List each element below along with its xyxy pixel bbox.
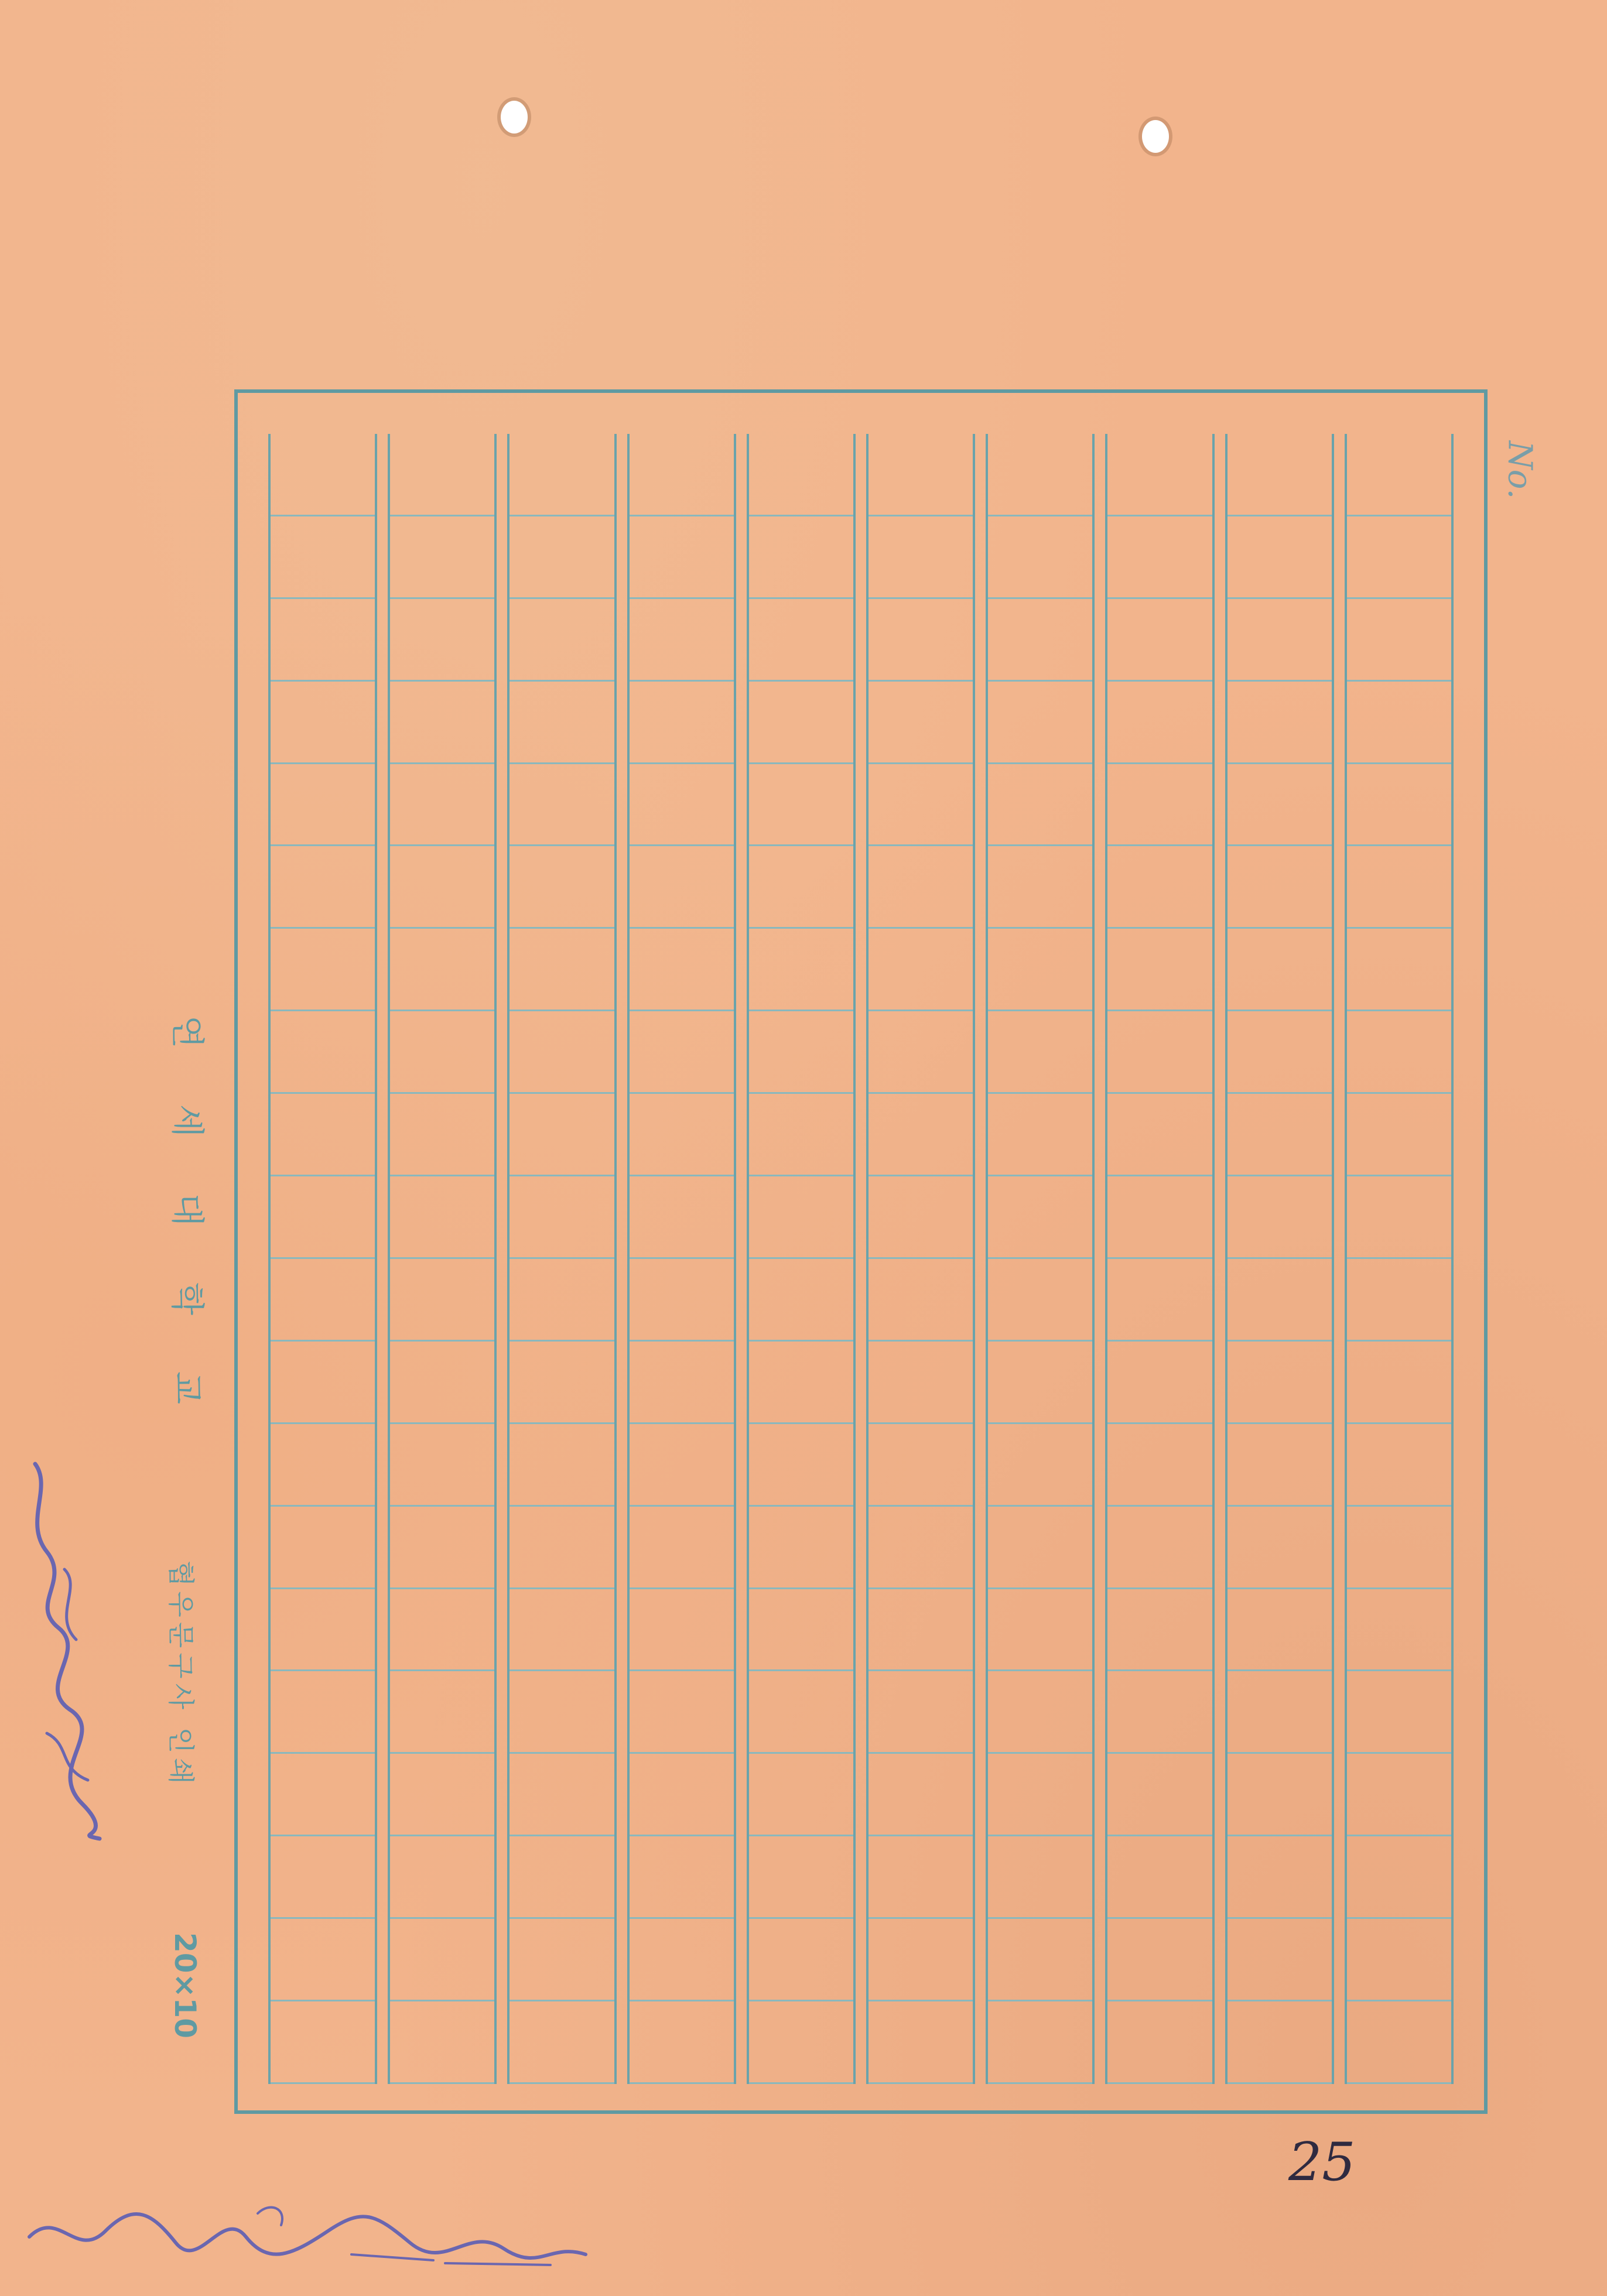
grid-cell <box>869 1671 973 1754</box>
grid-cell <box>1347 1754 1451 1836</box>
grid-cell <box>1107 1011 1212 1094</box>
grid-cell <box>510 1507 614 1589</box>
grid-cell <box>1228 1671 1332 1754</box>
grid-cell <box>630 764 734 847</box>
grid-cell <box>1107 1259 1212 1342</box>
grid-cell <box>1347 682 1451 764</box>
grid-cell <box>988 1836 1092 1919</box>
grid-cell <box>988 1589 1092 1672</box>
grid-cell <box>630 846 734 929</box>
grid-cell <box>749 2001 853 2084</box>
grid-cell <box>390 1176 494 1259</box>
grid-cell <box>510 1836 614 1919</box>
grid-column <box>866 434 975 2084</box>
grid-cell <box>630 1094 734 1176</box>
grid-cell <box>510 1176 614 1259</box>
grid-cell <box>1347 1259 1451 1342</box>
grid-cell <box>749 1424 853 1507</box>
grid-cell <box>271 846 375 929</box>
punch-hole <box>501 101 528 134</box>
grid-cell <box>988 1259 1092 1342</box>
grid-cell <box>510 1589 614 1672</box>
grid-cell <box>271 1424 375 1507</box>
grid-cell <box>1107 1754 1212 1836</box>
grid-column <box>1345 434 1454 2084</box>
grid-cell <box>510 846 614 929</box>
grid-cell <box>271 1919 375 2001</box>
grid-cell <box>1107 764 1212 847</box>
grid-cell <box>1107 1507 1212 1589</box>
grid-cell <box>1107 1342 1212 1424</box>
grid-cell <box>749 599 853 682</box>
side-label-char: 세 <box>167 1104 207 1138</box>
grid-cell <box>1107 682 1212 764</box>
grid-cell <box>630 516 734 599</box>
grid-cell <box>510 1919 614 2001</box>
grid-cell <box>1107 1176 1212 1259</box>
grid-cell <box>988 1424 1092 1507</box>
grid-column <box>1225 434 1334 2084</box>
grid-cell <box>271 1754 375 1836</box>
grid-cell <box>869 1342 973 1424</box>
grid-cell <box>1107 1671 1212 1754</box>
grid-cell <box>630 2001 734 2084</box>
grid-cell <box>271 1342 375 1424</box>
manuscript-grid-sheet <box>234 389 1488 2114</box>
grid-cell <box>1347 764 1451 847</box>
grid-cell <box>630 682 734 764</box>
grid-cell <box>1228 764 1332 847</box>
grid-cell <box>630 434 734 516</box>
grid-cell <box>390 2001 494 2084</box>
grid-cell <box>988 2001 1092 2084</box>
grid-cell <box>749 1176 853 1259</box>
grid-cell <box>510 1259 614 1342</box>
grid-cell <box>749 846 853 929</box>
grid-cell <box>271 1259 375 1342</box>
grid-cell <box>1107 1919 1212 2001</box>
grid-cell <box>271 516 375 599</box>
grid-cell <box>271 929 375 1011</box>
grid-cell <box>1347 1011 1451 1094</box>
grid-cell <box>390 1754 494 1836</box>
grid-column <box>747 434 856 2084</box>
grid-cell <box>390 599 494 682</box>
grid-cell <box>749 1507 853 1589</box>
grid-cell <box>510 1424 614 1507</box>
grid-cell <box>630 1671 734 1754</box>
grid-cell <box>1228 516 1332 599</box>
handwritten-page-number: 25 <box>1288 2131 1356 2193</box>
grid-cell <box>1107 1094 1212 1176</box>
grid-cell <box>988 1919 1092 2001</box>
grid-cell <box>1347 1836 1451 1919</box>
grid-cell <box>1228 1259 1332 1342</box>
grid-cell <box>390 1424 494 1507</box>
grid-cell <box>749 682 853 764</box>
grid-cell <box>271 2001 375 2084</box>
grid-cell <box>390 682 494 764</box>
grid-cell <box>271 1671 375 1754</box>
grid-cell <box>749 1094 853 1176</box>
grid-cell <box>510 764 614 847</box>
grid-column <box>388 434 497 2084</box>
grid-cell <box>988 434 1092 516</box>
grid-cell <box>1107 434 1212 516</box>
grid-cell <box>1107 2001 1212 2084</box>
grid-cell <box>869 764 973 847</box>
grid-cell <box>510 2001 614 2084</box>
grid-cell <box>1347 1919 1451 2001</box>
grid-cell <box>271 764 375 847</box>
grid-cell <box>390 1836 494 1919</box>
grid-cell <box>630 1836 734 1919</box>
grid-column <box>986 434 1095 2084</box>
grid-cell <box>749 1836 853 1919</box>
grid-cell <box>390 1094 494 1176</box>
grid-cell <box>869 1754 973 1836</box>
grid-cell <box>988 516 1092 599</box>
grid-cell <box>1228 1424 1332 1507</box>
grid-cell <box>749 1589 853 1672</box>
grid-cell <box>749 516 853 599</box>
grid-cell <box>1107 516 1212 599</box>
grid-cell <box>390 1589 494 1672</box>
grid-cell <box>1228 1176 1332 1259</box>
grid-cell <box>1228 599 1332 682</box>
grid-cell <box>271 1507 375 1589</box>
grid-cell <box>390 516 494 599</box>
grid-cell <box>1107 1589 1212 1672</box>
grid-cell <box>1228 1589 1332 1672</box>
grid-cell <box>271 1589 375 1672</box>
grid-cell <box>1107 1836 1212 1919</box>
grid-cell <box>1228 682 1332 764</box>
bottom-pencil-scribble <box>23 2190 597 2278</box>
grid-cell <box>1228 846 1332 929</box>
grid-cell <box>869 1919 973 2001</box>
grid-cell <box>869 1259 973 1342</box>
grid-cell <box>869 1424 973 1507</box>
grid-cell <box>869 599 973 682</box>
grid-cell <box>869 1836 973 1919</box>
grid-cell <box>869 516 973 599</box>
grid-cell <box>390 929 494 1011</box>
grid-cell <box>869 846 973 929</box>
grid-column <box>507 434 616 2084</box>
grid-cell <box>749 929 853 1011</box>
grid-cell <box>749 764 853 847</box>
grid-cell <box>390 1011 494 1094</box>
grid-cell <box>1347 929 1451 1011</box>
grid-cell <box>630 1507 734 1589</box>
grid-cell <box>271 1176 375 1259</box>
grid-cell <box>1347 1424 1451 1507</box>
grid-cell <box>988 1011 1092 1094</box>
grid-cell <box>510 1754 614 1836</box>
grid-cell <box>1347 516 1451 599</box>
grid-cell <box>510 1342 614 1424</box>
grid-cell <box>988 1671 1092 1754</box>
grid-cell <box>510 682 614 764</box>
side-label-char: 교 <box>167 1371 207 1405</box>
grid-cell <box>1228 1754 1332 1836</box>
grid-cell <box>1228 2001 1332 2084</box>
grid-cell <box>1107 929 1212 1011</box>
grid-cell <box>1228 1094 1332 1176</box>
grid-column <box>268 434 377 2084</box>
grid-cell <box>869 434 973 516</box>
grid-cell <box>271 1836 375 1919</box>
grid-cell <box>988 929 1092 1011</box>
grid-cell <box>869 1094 973 1176</box>
grid-cell <box>271 599 375 682</box>
grid-cell <box>630 1342 734 1424</box>
punch-hole <box>1142 120 1169 153</box>
grid-cell <box>1107 1424 1212 1507</box>
grid-cell <box>1228 434 1332 516</box>
grid-cell <box>390 1507 494 1589</box>
grid-cell <box>988 764 1092 847</box>
grid-cell <box>1228 1342 1332 1424</box>
grid-cell <box>630 1754 734 1836</box>
grid-cell <box>1347 2001 1451 2084</box>
page-number-label: No. <box>1500 440 1539 499</box>
grid-cell <box>869 1176 973 1259</box>
grid-cell <box>630 1589 734 1672</box>
grid-cell <box>1107 599 1212 682</box>
grid-cell <box>1347 1507 1451 1589</box>
grid-cell <box>869 1507 973 1589</box>
grid-cell <box>630 1259 734 1342</box>
grid-cell <box>869 1011 973 1094</box>
university-name-label <box>167 1007 214 1412</box>
grid-cell <box>271 682 375 764</box>
grid-cell <box>988 1176 1092 1259</box>
grid-cell <box>749 434 853 516</box>
grid-cell <box>1347 846 1451 929</box>
side-label-char: 대 <box>167 1193 207 1227</box>
printer-label: 협우문구사 인쇄 <box>165 1561 197 1789</box>
grid-column <box>627 434 736 2084</box>
grid-cell <box>510 1094 614 1176</box>
grid-cell <box>749 1011 853 1094</box>
grid-cell <box>630 1919 734 2001</box>
grid-cell <box>869 929 973 1011</box>
grid-cell <box>1228 929 1332 1011</box>
grid-cell <box>749 1671 853 1754</box>
grid-cell <box>1347 434 1451 516</box>
grid-cell <box>510 599 614 682</box>
grid-cell <box>869 1589 973 1672</box>
grid-cell <box>749 1919 853 2001</box>
grid-cell <box>988 599 1092 682</box>
grid-cell <box>390 1342 494 1424</box>
grid-cell <box>390 1259 494 1342</box>
grid-cell <box>510 516 614 599</box>
grid-cell <box>271 1011 375 1094</box>
grid-cell <box>271 434 375 516</box>
side-label-char: 학 <box>167 1282 207 1316</box>
grid-cell <box>390 846 494 929</box>
grid-cell <box>988 1342 1092 1424</box>
grid-cell <box>1347 1671 1451 1754</box>
grid-cell <box>630 1424 734 1507</box>
grid-cell <box>1347 599 1451 682</box>
grid-cell <box>510 929 614 1011</box>
grid-cell <box>1228 1836 1332 1919</box>
grid-cell <box>988 682 1092 764</box>
grid-cell <box>510 1011 614 1094</box>
grid-cell <box>630 599 734 682</box>
grid-cell <box>630 929 734 1011</box>
grid-cell <box>390 764 494 847</box>
margin-signature-scribble <box>12 1452 123 1850</box>
grid-column <box>1105 434 1214 2084</box>
grid-cell <box>1347 1589 1451 1672</box>
grid-size-label: 20×10 <box>168 1932 202 2039</box>
grid-cell <box>271 1094 375 1176</box>
grid-cell <box>749 1754 853 1836</box>
grid-cell <box>1347 1176 1451 1259</box>
grid-cell <box>869 2001 973 2084</box>
grid-cell <box>1228 1919 1332 2001</box>
grid-cell <box>390 1919 494 2001</box>
grid-cell <box>630 1011 734 1094</box>
grid-cell <box>988 1754 1092 1836</box>
grid-cell <box>1347 1094 1451 1176</box>
side-label-char: 연 <box>167 1015 207 1049</box>
grid-cell <box>988 1507 1092 1589</box>
grid-cell <box>630 1176 734 1259</box>
grid-cell <box>1347 1342 1451 1424</box>
grid-cell <box>510 1671 614 1754</box>
grid-cell <box>1107 846 1212 929</box>
grid-cell <box>749 1342 853 1424</box>
grid-cell <box>869 682 973 764</box>
grid-cell <box>988 846 1092 929</box>
grid-cell <box>390 434 494 516</box>
grid-cell <box>1228 1507 1332 1589</box>
grid-cell <box>1228 1011 1332 1094</box>
grid-cell <box>510 434 614 516</box>
grid-cell <box>390 1671 494 1754</box>
grid-cell <box>749 1259 853 1342</box>
grid-cell <box>988 1094 1092 1176</box>
manuscript-grid <box>268 434 1454 2084</box>
